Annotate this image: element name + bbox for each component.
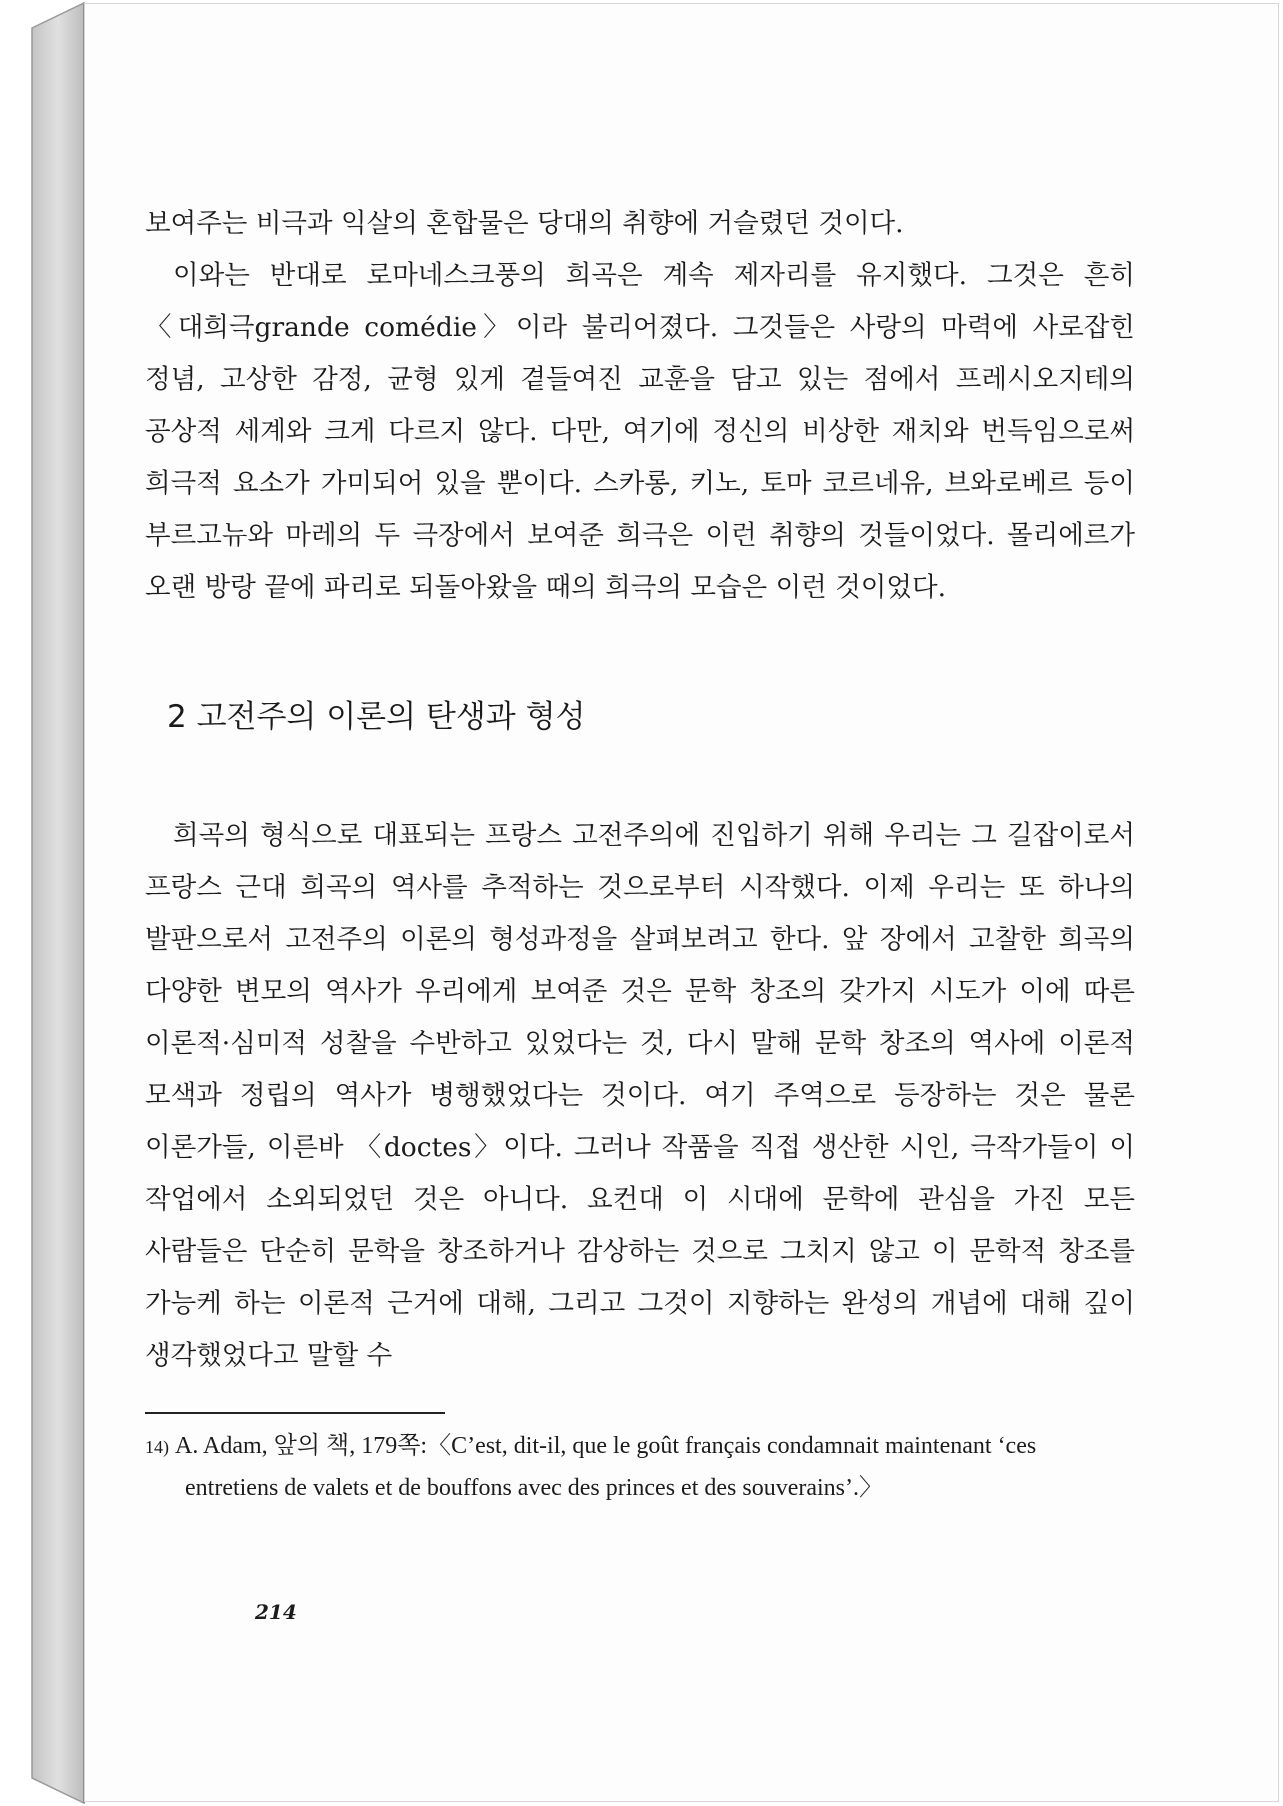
paragraph: 이와는 반대로 로마네스크풍의 희곡은 계속 제자리를 유지했다. 그것은 흔히 〈대희극grande comédie〉이라 불리어졌다. 그것들은 사랑의 마력에 사로잡힌 정념, 고상한 감정, 균형 있게 곁들여진 교훈을 담고 있는 점에서 프레시오지테의 공상적 세계와 크게 다르지 않다. 다만, 여기에 정신의 비상한 재치와 번득임으로써 희극적 요소가 가미되어 있을 뿐이다. 스카롱, 키노, 토마 코르네유, 브와로베르 등이 부르고뉴와 마레의 두 극장에서 보여준 희극은 이런 취향의 것들이었다. 몰리에르가 오랜 방랑 끝에 파리로 되돌아왔을 때의 희극의 모습은 이런 것이었다. <box>145 260 1135 603</box>
book-spine <box>0 0 86 1806</box>
footnote <box>145 1426 1135 1509</box>
footnote-divider <box>145 1412 445 1414</box>
footnote-number: 14) <box>145 1437 169 1457</box>
page-text <box>145 198 1135 1509</box>
page-number: 214 <box>255 1600 297 1624</box>
section-heading: 2 고전주의 이론의 탄생과 형성 <box>167 699 586 735</box>
paragraph: 보여주는 비극과 익살의 혼합물은 당대의 취향에 거슬렸던 것이다. <box>145 208 904 239</box>
book-spine-graphic <box>0 0 86 1806</box>
paragraph: 희곡의 형식으로 대표되는 프랑스 고전주의에 진입하기 위해 우리는 그 길잡이로서 프랑스 근대 희곡의 역사를 추적하는 것으로부터 시작했다. 이제 우리는 또 하나의 발판으로서 고전주의 이론의 형성과정을 살펴보려고 한다. 앞 장에서 고찰한 희곡의 다양한 변모의 역사가 우리에게 보여준 것은 문학 창조의 갖가지 시도가 이에 따른 이론적·심미적 성찰을 수반하고 있었다는 것, 다시 말해 문학 창조의 역사에 이론적 모색과 정립의 역사가 병행했었다는 것이다. 여기 주역으로 등장하는 것은 물론 이론가들, 이른바 〈doctes〉이다. 그러나 작품을 직접 생산한 시인, 극작가들이 이 작업에서 소외되었던 것은 아니다. 요컨대 이 시대에 문학에 관심을 가진 모든 사람들은 단순히 문학을 창조하거나 감상하는 것으로 그치지 않고 이 문학적 창조를 가능케 하는 이론적 근거에 대해, 그리고 그것이 지향하는 완성의 개념에 대해 깊이 생각했었다고 말할 수 <box>145 820 1135 1371</box>
footnote-text: A. Adam, 앞의 책, 179쪽:〈C’est, dit-il, que le goût français condamnait maintenant ‘ces entretiens de valets et de bouffons avec des princes et des souverains’.〉 <box>175 1433 1037 1501</box>
